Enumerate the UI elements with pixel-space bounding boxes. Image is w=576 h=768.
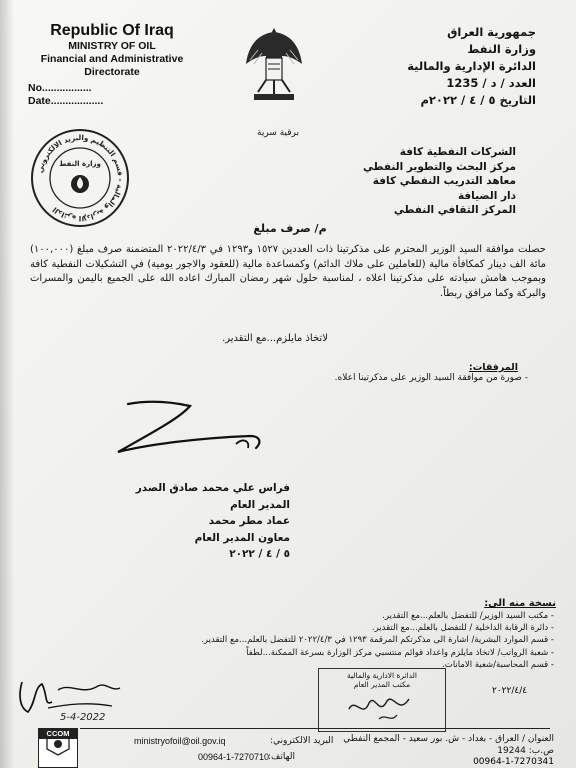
secret-label: برقية سرية bbox=[257, 128, 300, 138]
footer-email[interactable]: ministryofoil@oil.gov.iq bbox=[134, 736, 226, 746]
header-en bbox=[22, 22, 202, 79]
cc-item: - قسم الموارد البشرية/ اشارة الى مذكرتكم المرقمة ١٢٩٣ في ٢٠٢٢/٤/٣ للتفضل بالعلم...مع التقدير. bbox=[201, 635, 554, 646]
date-field: Date.................. bbox=[28, 95, 104, 107]
ref-number-ar: العدد / د / 1235 bbox=[446, 76, 536, 90]
footer-extra-phone: 00964-1-7270341 bbox=[473, 757, 554, 767]
recipient-item: مركز البحث والتطوير النفطي bbox=[362, 160, 516, 173]
signature-date: ٥ / ٤ / ٢٠٢٢ bbox=[229, 548, 290, 560]
ref-fields-en bbox=[28, 82, 103, 108]
cc-item: - قسم المحاسبة/شعبة الامانات. bbox=[442, 659, 554, 670]
recipient-list bbox=[276, 145, 516, 218]
footer-phone: 00964-1-7270710 bbox=[198, 752, 270, 762]
ccom-logo bbox=[38, 728, 78, 768]
footer-address-block bbox=[254, 733, 554, 757]
cc-title: نسخة منه الى: bbox=[484, 598, 556, 609]
cc-item: - شعبة الرواتب/ لاتخاذ مايلزم واعداد قوائم منتسبي مركز الوزارة بسرعة الممكنة...لطفاً bbox=[246, 647, 554, 658]
iraq-eagle-emblem-icon bbox=[244, 20, 304, 106]
deputy-title: معاون المدير العام bbox=[194, 531, 290, 544]
ministry-ar: وزارة النفط bbox=[467, 42, 536, 56]
country-en: Republic Of Iraq bbox=[50, 22, 174, 39]
ref-date-ar: التاريخ ٥ / ٤ / ٢٠٢٢م bbox=[420, 93, 536, 107]
closing-line: لاتخاذ مايلزم...مع التقدير. bbox=[222, 333, 328, 344]
handwritten-date: 5-4-2022 bbox=[60, 712, 106, 723]
letter-body: حصلت موافقة السيد الوزير المحترم على مذكرتينا ذات العددين ١٥٢٧ و١٢٩٣ في ٢٠٢٢/٤/٣ المتضمنة صرف مبلغ (١٠٠,٠٠٠) مائة الف دينار كمكافأة مالية (للعاملين على ملاك الدائم) وكمساعدة مالية (للعقود والاجور يومية) في التشكيلات النفطية كافة وبموجب هامش سيادته على مذكرتينا اعلاه ، لمناسبة حلول شهر رمضان المبارك اعاده الله على الجميع باليمن والمسرات والبركة وكما مرافق ربطاً. bbox=[30, 244, 546, 299]
attachments-title: المرفقات: bbox=[468, 362, 518, 373]
cc-list bbox=[24, 610, 554, 671]
ministry-en: MINISTRY OF OIL bbox=[68, 40, 156, 52]
recipient-item: الشركات النفطية كافة bbox=[399, 146, 516, 158]
director-signature bbox=[110, 398, 290, 458]
country-ar: جمهورية العراق bbox=[447, 25, 536, 39]
deputy-name: عماد مطر محمد bbox=[208, 515, 290, 527]
attachment-item: - صورة من موافقة السيد الوزير على مذكرتينا اعلاه. bbox=[334, 373, 528, 383]
footer-divider bbox=[80, 728, 550, 729]
stamp-rect-line2: مكتب المدير العام bbox=[353, 680, 411, 689]
signer-name: فراس علي محمد صادق الصدر bbox=[135, 482, 290, 494]
page-edge-shadow bbox=[0, 0, 14, 768]
footer-phone-label: الهاتف: bbox=[268, 752, 295, 762]
footer-pobox: ص.ب: 19244 bbox=[497, 746, 554, 756]
cc-item: - دائرة الرقابة الداخلية / للتفضل بالعلم...مع التقدير. bbox=[371, 623, 554, 634]
footer-address: العنوان / العراق - بغداد - ش. بور سعيد - المجمع النفطي bbox=[343, 734, 554, 744]
stamp-ring-text: الدائرة الإدارية والمالية - قسم التنظيم والبريد الالكتروني bbox=[35, 132, 126, 224]
signatory-block bbox=[40, 480, 290, 563]
ministry-round-stamp bbox=[28, 126, 132, 230]
ccom-logo-text: CCOM bbox=[39, 729, 77, 739]
recipient-item: معاهد التدريب النفطي كافة bbox=[372, 175, 516, 187]
directorate-ar: الدائرة الإدارية والمالية bbox=[407, 59, 536, 73]
recipient-item: المركز الثقافي النفطي bbox=[393, 204, 516, 216]
no-field: No................. bbox=[28, 82, 92, 94]
stamp-top-text: وزارة النفط bbox=[59, 160, 101, 168]
directorate-en-line1: Financial and Administrative bbox=[40, 53, 184, 65]
directorate-en-line2: Directorate bbox=[84, 66, 140, 78]
cc-item: - مكتب السيد الوزير/ للتفضل بالعلم...مع التقدير. bbox=[382, 611, 554, 621]
recipient-item: دار الضيافة bbox=[457, 189, 516, 202]
header-ar bbox=[366, 24, 536, 109]
signer-title: المدير العام bbox=[230, 498, 290, 511]
stamp-rect-line1: الدائرة الادارية والمالية bbox=[346, 671, 417, 680]
subject-line: م/ صرف مبلغ bbox=[253, 222, 327, 235]
footer-email-label: البريد الالكتروني: bbox=[270, 736, 334, 746]
office-rect-stamp bbox=[318, 668, 446, 732]
cc-date: ٢٠٢٢/٤/٤ bbox=[492, 686, 528, 696]
stamp-handwriting bbox=[319, 689, 443, 725]
